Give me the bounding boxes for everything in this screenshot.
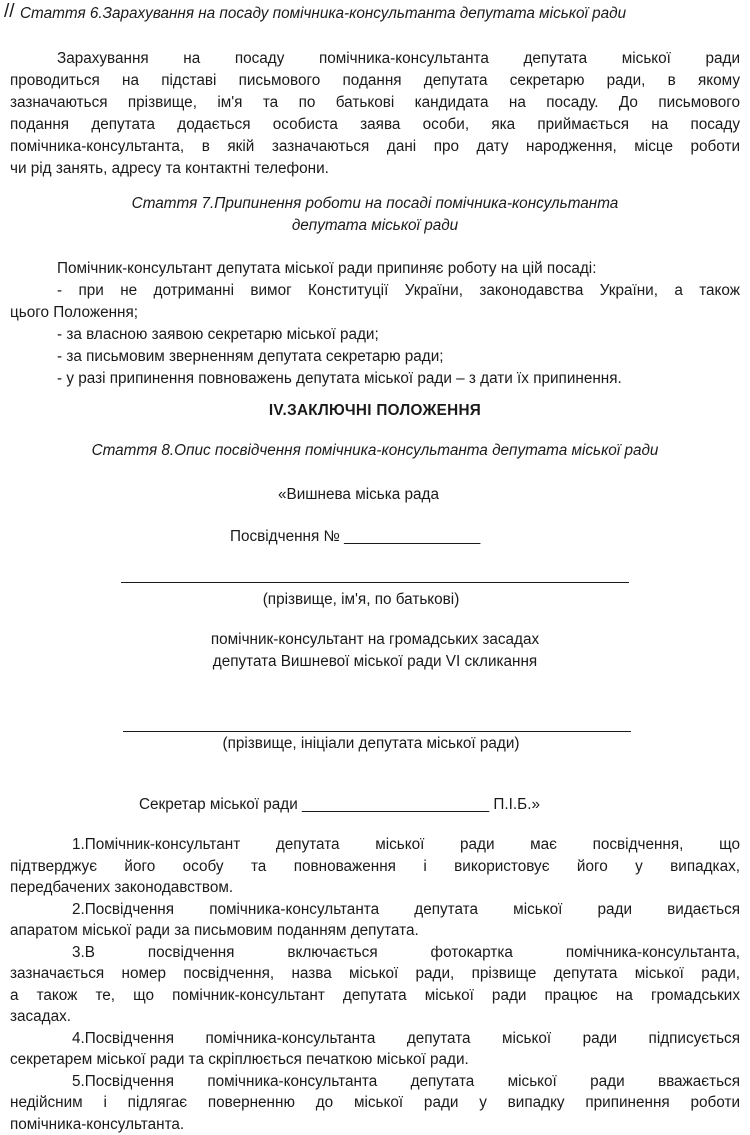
rule-line: 5.Посвідчення помічника-консультанта депутата міської ради вважається: [10, 1071, 740, 1093]
article-7-body: [10, 258, 740, 390]
certificate-number-label: Посвідчення № ________________: [10, 526, 740, 548]
certificate-role-line: депутата Вишневої міської ради VI скликання: [10, 651, 740, 673]
article-6-line: помічника-консультанта, в якій зазначаються дані про дату народження, місце роботи: [10, 136, 740, 158]
certificate-role: [10, 629, 740, 673]
certificate-role-line: помічник-консультант на громадських засадах: [10, 629, 740, 651]
secretary-line: Секретар міської ради ______________________ П.І.Б.»: [10, 794, 740, 816]
article-6-title: Стаття 6.Зарахування на посаду помічника-консультанта депутата міської ради: [20, 5, 626, 23]
rule-line: секретарем міської ради та скріплюється печаткою міської ради.: [10, 1049, 740, 1071]
article-6-line: подання депутата додається особиста заява особи, яка приймається на посаду: [10, 114, 740, 136]
margin-mark: //: [4, 1, 15, 23]
article-7-line: - за власною заявою секретарю міської ради;: [10, 324, 740, 346]
article-7-title-line: Стаття 7.Припинення роботи на посаді помічника-консультанта: [10, 193, 740, 215]
article-6-line: зазначаються прізвище, ім'я та по батькові кандидата на посаду. До письмового: [10, 92, 740, 114]
rules-list: [10, 834, 740, 1135]
article-7-line: - при не дотриманні вимог Конституції України, законодавства України, а також: [10, 280, 740, 302]
deputy-caption: (прізвище, ініціали депутата міської ради): [6, 733, 736, 755]
article-7-line: цього Положення;: [10, 302, 740, 324]
rule-line: 4.Посвідчення помічника-консультанта депутата міської ради підписується: [10, 1028, 740, 1050]
section-4-title: IV.ЗАКЛЮЧНІ ПОЛОЖЕННЯ: [10, 400, 740, 422]
rule-line: апаратом міської ради за письмовим поданням депутата.: [10, 920, 740, 942]
article-7-line: - у разі припинення повноважень депутата міської ради – з дати їх припинення.: [10, 368, 740, 390]
article-7-line: Помічник-консультант депутата міської ради припиняє роботу на цій посаді:: [10, 258, 740, 280]
rule-line: а також те, що помічник-консультант депутата міської ради працює на громадських: [10, 985, 740, 1007]
article-6-line: проводиться на підставі письмового подання депутата секретарю ради, в якому: [10, 70, 740, 92]
rule-line: 3.В посвідчення включається фотокартка помічника-консультанта,: [10, 942, 740, 964]
rule-line: передбачених законодавством.: [10, 877, 740, 899]
name-caption: (прізвище, ім'я, по батькові): [0, 589, 726, 611]
certificate-number-row: [10, 526, 740, 548]
article-7-heading: [10, 193, 740, 237]
rule-line: помічника-консультанта.: [10, 1114, 740, 1135]
name-signature-line: [121, 582, 629, 583]
deputy-signature-line: [123, 731, 631, 732]
rule-line: підтверджує його особу та повноваження і використовує його у випадках,: [10, 856, 740, 878]
rule-line: 1.Помічник-консультант депутата міської ради має посвідчення, що: [10, 834, 740, 856]
certificate-council: «Вишнева міська рада: [10, 484, 740, 506]
rule-line: засадах.: [10, 1006, 740, 1028]
rule-line: 2.Посвідчення помічника-консультанта депутата міської ради видається: [10, 899, 740, 921]
article-7-title-line: депутата міської ради: [10, 215, 740, 237]
article-7-line: - за письмовим зверненням депутата секретарю ради;: [10, 346, 740, 368]
rule-line: зазначається номер посвідчення, назва міської ради, прізвище депутата міської ради,: [10, 963, 740, 985]
article-6-line: Зарахування на посаду помічника-консультанта депутата міської ради: [10, 48, 740, 70]
article-6-body: [10, 48, 740, 180]
rule-line: недійсним і підлягає поверненню до міської ради у випадку припинення роботи: [10, 1092, 740, 1114]
article-8-title: Стаття 8.Опис посвідчення помічника-консультанта депутата міської ради: [10, 440, 740, 462]
secretary-row: [10, 794, 740, 816]
certificate-sample: [10, 484, 740, 506]
article-6-line: чи рід занять, адресу та контактні телефони.: [10, 158, 740, 180]
